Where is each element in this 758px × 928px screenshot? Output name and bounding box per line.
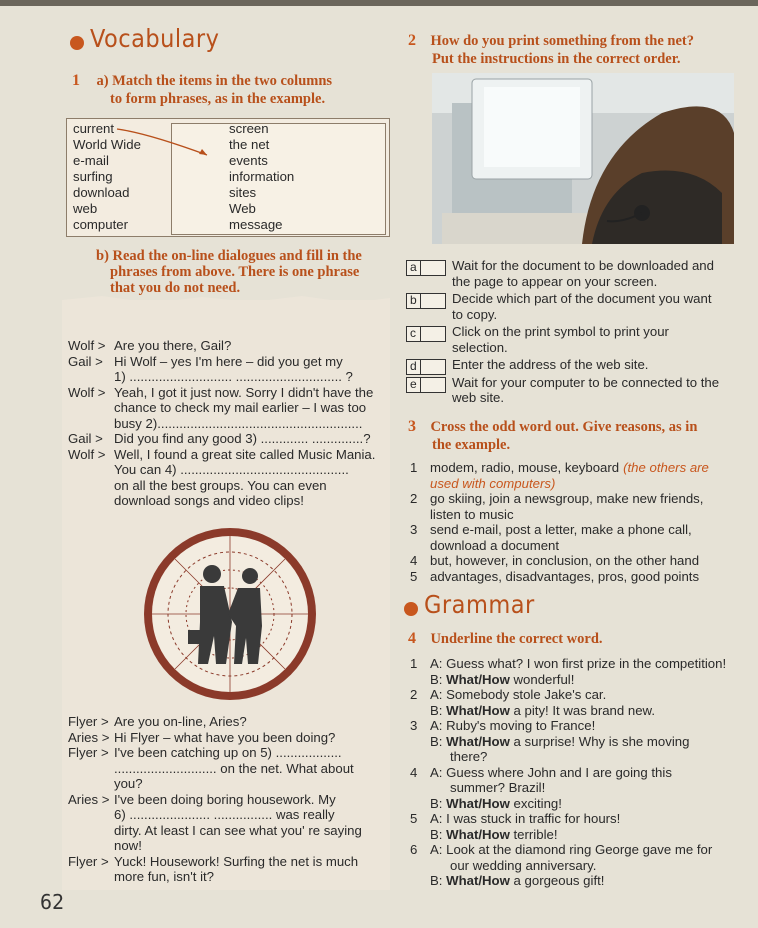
right-item: information	[229, 169, 295, 184]
ex2-instruction: 2 How do you print something from the net? Put the instructions in the correct order.	[408, 32, 695, 67]
item-line	[430, 460, 740, 476]
step-letter: d	[410, 359, 417, 373]
ex2-steps	[406, 258, 736, 408]
item-number: 3	[410, 718, 418, 733]
instruction-step	[406, 324, 736, 355]
line-a-cont: summer? Brazil!	[450, 780, 546, 795]
speaker: Wolf >	[68, 384, 106, 400]
ex4-items	[410, 656, 740, 889]
line-b	[430, 827, 740, 843]
dialogue-line: 6) ...................... ................ was really	[114, 807, 335, 822]
step-letter: e	[410, 376, 417, 391]
item-text: download a document	[430, 537, 560, 553]
line-a: A: Ruby's moving to France!	[430, 718, 596, 733]
box-divider	[420, 360, 421, 374]
b-prefix: B:	[430, 873, 447, 888]
line-a: A: Guess where John and I are going this	[430, 764, 672, 780]
right-item: sites	[229, 185, 257, 200]
torn-edge	[62, 294, 390, 308]
box-divider	[420, 261, 421, 275]
computer-user-photo	[432, 73, 734, 244]
speaker: Flyer >	[68, 745, 109, 760]
step-line: to copy.	[452, 306, 498, 322]
dialogue-line: Are you on-line, Aries?	[114, 714, 247, 729]
speaker: Flyer >	[68, 853, 109, 869]
ex1a-instruction: 1 a) Match the items in the two columns to form phrases, as in the example.	[72, 72, 333, 107]
right-item: screen	[229, 121, 269, 136]
step-line: the page to appear on your screen.	[452, 273, 658, 289]
dialogue-turn	[68, 714, 386, 730]
dialogue-line: ............................ on the net. What about	[114, 760, 354, 776]
what-how-option[interactable]: What/How	[446, 733, 510, 749]
odd-word-item	[410, 522, 740, 553]
item-text: advantages, disadvantages, pros, good points	[430, 568, 700, 584]
right-item: message	[229, 217, 283, 232]
order-box[interactable]	[406, 260, 446, 276]
item-line	[430, 538, 740, 554]
line-a: A: Guess what? I won first prize in the competition!	[430, 656, 727, 671]
step-letter: a	[410, 260, 417, 274]
box-divider	[420, 327, 421, 341]
grammar-item	[410, 765, 740, 812]
b-rest: wonderful!	[509, 671, 575, 687]
dialogue-line: I've been doing boring housework. My	[114, 791, 336, 807]
item-text: modem, radio, mouse, keyboard	[430, 460, 620, 475]
dialogue-turn	[68, 447, 386, 509]
item-number: 5	[410, 568, 418, 584]
dialogue-turn	[68, 854, 386, 885]
dialogue-line: You can 4) ..............................................	[114, 462, 349, 477]
order-box[interactable]	[406, 293, 446, 309]
dialogue-line: busy 2)........................................................	[114, 415, 363, 431]
step-line: Decide which part of the document you want	[452, 291, 712, 306]
step-line: Click on the print symbol to print your	[452, 324, 669, 339]
line-a: A: Look at the diamond ring George gave me for	[430, 842, 713, 857]
what-how-option[interactable]: What/How	[446, 702, 510, 718]
dialogue-line: on all the best groups. You can even	[114, 477, 327, 493]
line-b	[430, 703, 740, 719]
ex3-instruction: 3 Cross the odd word out. Give reasons, as in the example.	[408, 418, 698, 453]
example-answer: (the others are	[623, 460, 709, 475]
odd-word-item	[410, 569, 740, 585]
dialogue-line: I've been catching up on 5) ..................	[114, 745, 342, 760]
speaker: Flyer >	[68, 714, 109, 729]
left-item: web	[73, 201, 98, 216]
vocabulary-heading: Vocabulary	[70, 24, 219, 53]
speaker: Gail >	[68, 353, 103, 369]
ex4-instruction: 4 Underline the correct word.	[408, 630, 603, 647]
item-text: but, however, in conclusion, on the other hand	[430, 553, 700, 568]
what-how-option[interactable]: What/How	[446, 873, 510, 888]
grammar-item	[410, 656, 740, 687]
step-line: web site.	[452, 390, 505, 405]
item-number: 1	[410, 460, 418, 475]
item-line	[430, 569, 740, 585]
grammar-item	[410, 687, 740, 718]
order-box[interactable]	[406, 377, 446, 393]
b-rest: a surprise! Why is she moving	[509, 733, 690, 749]
odd-word-item	[410, 553, 740, 569]
ex1b-instruction: b) Read the on-line dialogues and fill in the phrases from above. There is one phrase that you do not need.	[96, 248, 362, 296]
left-item: download	[73, 185, 130, 200]
instruction-step	[406, 291, 736, 322]
dialogue-turn	[68, 338, 386, 354]
dialogue-turn	[68, 792, 386, 854]
step-line: Enter the address of the web site.	[452, 357, 649, 372]
dialogue-line: download songs and video clips!	[114, 493, 304, 508]
b-rest: terrible!	[509, 826, 558, 842]
item-number: 5	[410, 811, 418, 826]
odd-word-item	[410, 491, 740, 522]
dialogue-line: 1) ............................ ............................. ?	[114, 369, 353, 384]
step-letter: c	[410, 326, 416, 340]
speaker: Wolf >	[68, 338, 106, 353]
item-number: 6	[410, 842, 418, 857]
dialogue-panel	[62, 300, 390, 890]
b-rest: a gorgeous gift!	[509, 873, 605, 888]
dialogue-line: dirty. At least I can see what you' re saying	[114, 822, 362, 838]
speaker: Gail >	[68, 431, 103, 446]
what-how-option[interactable]: What/How	[446, 671, 510, 687]
right-item: events	[229, 153, 268, 168]
b-rest: a pity! It was brand new.	[509, 702, 655, 718]
dialogue-turn	[68, 354, 386, 385]
step-letter: b	[410, 293, 417, 307]
b-prefix: B:	[430, 795, 447, 811]
instruction-step	[406, 375, 736, 406]
b-prefix: B:	[430, 826, 447, 842]
item-line	[430, 491, 740, 507]
step-line: selection.	[452, 339, 508, 355]
matching-box	[66, 118, 390, 237]
odd-word-item	[410, 460, 740, 491]
speaker: Aries >	[68, 791, 110, 807]
b-prefix: B:	[430, 733, 447, 749]
page-number: 62	[40, 890, 65, 914]
order-box[interactable]	[406, 359, 446, 375]
b-rest: exciting!	[509, 795, 562, 811]
ex3-items	[410, 460, 740, 584]
grammar-item	[410, 718, 740, 765]
instruction-step	[406, 357, 736, 373]
bullet-icon	[70, 36, 84, 50]
speaker: Wolf >	[68, 446, 106, 462]
instruction-step	[406, 258, 736, 289]
dialogue-line: chance to check my mail earlier – I was too	[114, 400, 367, 415]
dialogue-line: Yuck! Housework! Surfing the net is much	[114, 853, 359, 869]
line-a: A: Somebody stole Jake's car.	[430, 687, 607, 702]
line-a: A: I was stuck in traffic for hours!	[430, 811, 621, 826]
speaker: Aries >	[68, 729, 110, 745]
dialogue-line: Hi Flyer – what have you been doing?	[114, 729, 336, 745]
grammar-item	[410, 842, 740, 889]
line-b	[430, 873, 740, 889]
line-b	[430, 672, 740, 688]
step-line: Wait for your computer to be connected to the	[452, 374, 720, 390]
item-number: 3	[410, 522, 418, 537]
what-how-option[interactable]: What/How	[446, 826, 510, 842]
example-answer: used with computers)	[430, 475, 556, 491]
right-item: Web	[229, 201, 256, 216]
item-text: send e-mail, post a letter, make a phone call,	[430, 522, 692, 537]
box-divider	[420, 378, 421, 392]
handshake-illustration	[142, 526, 318, 702]
line-b	[430, 796, 740, 812]
dialogue-turn	[68, 745, 386, 792]
item-number: 4	[410, 764, 418, 780]
b-prefix: B:	[430, 671, 447, 687]
dialogue-turn	[68, 431, 386, 447]
dialogue-line: more fun, isn't it?	[114, 869, 215, 884]
line-a-cont: our wedding anniversary.	[450, 857, 597, 873]
item-text: go skiing, join a newsgroup, make new friends,	[430, 491, 704, 506]
dialogue-turn	[68, 730, 386, 746]
dialogue-line: Hi Wolf – yes I'm here – did you get my	[114, 353, 343, 369]
left-item: surfing	[73, 169, 113, 184]
dialogue-line: Yeah, I got it just now. Sorry I didn't have the	[114, 384, 374, 400]
dialogue-line: you?	[114, 776, 143, 791]
what-how-option[interactable]: What/How	[446, 795, 510, 811]
item-number: 2	[410, 687, 418, 702]
left-item: current	[73, 121, 115, 136]
left-item: e-mail	[73, 153, 109, 168]
dialogue-line: now!	[114, 838, 142, 853]
grammar-heading: Grammar	[404, 590, 535, 619]
dialogue-line: Are you there, Gail?	[114, 338, 232, 353]
order-box[interactable]	[406, 326, 446, 342]
left-item: World Wide	[73, 137, 141, 152]
b-prefix: B:	[430, 702, 447, 718]
dialogue-1	[68, 338, 386, 509]
line-b	[430, 734, 740, 750]
dialogue-line: Did you find any good 3) ............. ..............?	[114, 431, 371, 446]
top-edge	[0, 0, 758, 6]
right-item: the net	[229, 137, 270, 152]
left-item: computer	[73, 217, 128, 232]
bullet-icon	[404, 602, 418, 616]
line-b-cont: there?	[450, 749, 488, 764]
box-divider	[420, 294, 421, 308]
item-number: 2	[410, 491, 418, 506]
item-line	[430, 553, 740, 569]
grammar-item	[410, 811, 740, 842]
dialogue-2	[68, 714, 386, 885]
item-line	[430, 522, 740, 538]
item-number: 4	[410, 553, 418, 568]
item-text: listen to music	[430, 506, 514, 522]
dialogue-turn	[68, 385, 386, 432]
step-line: Wait for the document to be downloaded and	[452, 258, 714, 273]
item-number: 1	[410, 656, 418, 671]
example-arrow	[67, 119, 389, 236]
item-line	[430, 507, 740, 523]
dialogue-line: Well, I found a great site called Music Mania.	[114, 446, 376, 462]
